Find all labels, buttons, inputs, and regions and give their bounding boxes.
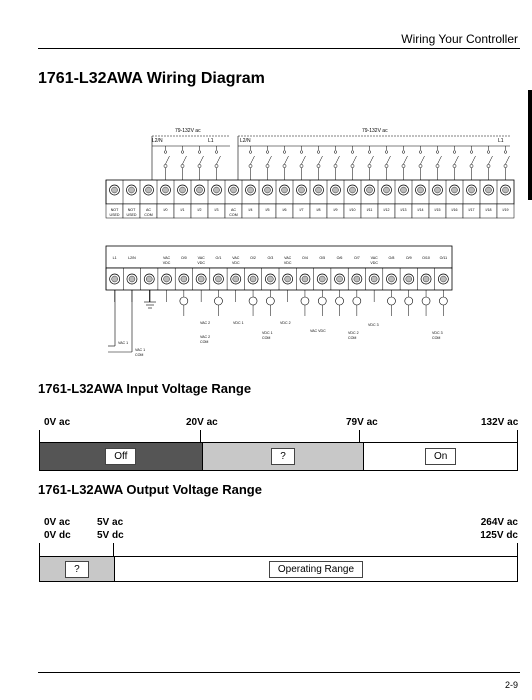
input-terminal-label: AC [231,208,236,212]
output-supply-label: VDC 3 [432,331,443,335]
output-range-segment-label: Operating Range [269,561,363,578]
input-range-title: 1761-L32AWA Input Voltage Range [38,381,252,396]
output-terminal-label: VDC [370,261,378,265]
input-terminal-label: I/0 [163,208,168,212]
output-supply-label: VDC 1 [262,331,273,335]
output-supply-label: VAC 1 [135,348,146,352]
input-terminal-label: I/12 [383,208,390,212]
output-left-label-dc: 0V dc [44,530,71,541]
input-terminal-label: I/13 [400,208,407,212]
output-terminal-label: VAC [162,256,171,260]
output-terminal-label: O/6 [336,256,343,260]
input-terminal-label: I/19 [502,208,509,212]
input-terminal-label: I/3 [214,208,219,212]
input-terminal-label: I/14 [417,208,424,212]
wiring-diagram [40,118,518,368]
input-terminal-label: I/5 [265,208,270,212]
input-terminal-label: NOT [110,208,119,212]
input-range-segment-label: On [425,448,456,465]
output-terminal-label: O/4 [302,256,308,260]
input-terminal-label: I/15 [434,208,441,212]
output-supply-label: VAC 2 [200,335,211,339]
output-load [301,297,309,305]
output-left-label-ac: 0V ac [44,517,71,528]
output-supply-label: COM [432,336,441,340]
output-terminal-label: VDC [197,261,205,265]
input-range-segment-2 [363,443,517,470]
input-terminal-label: I/6 [282,208,287,212]
output-supply-label: VAC 2 [200,321,211,325]
output-terminal-label: O/2 [250,256,256,260]
input-terminal-label: I/9 [333,208,338,212]
input-terminal-label: I/17 [468,208,475,212]
input-voltage-label-1: 79-132V ac [175,128,201,134]
input-terminal-label: COM [229,213,238,217]
input-terminal-label: USED [126,213,137,217]
input-terminal-label: I/7 [299,208,304,212]
output-right-label-ac: 264V ac [480,517,518,528]
output-terminal-label: VAC [284,256,292,260]
output-range-segment-1 [114,557,517,581]
output-supply-label: VAC VDC [310,329,326,333]
input-label-0v: 0V ac [44,417,71,428]
input-terminal-label: USED [109,213,120,217]
output-tick-0 [39,543,40,557]
output-terminal-label: O/1 [215,256,222,260]
output-load [422,297,430,305]
output-range-segment-0 [40,557,114,581]
output-mid-label-ac: 5V ac [97,517,124,528]
output-load [336,297,344,305]
input-terminal-label: I/11 [366,208,373,212]
input-top-l1-2: L1 [498,138,504,144]
output-terminal-label: VDC [162,261,171,265]
output-load [318,297,326,305]
output-terminal-label: VAC [232,256,240,260]
input-range-segment-label: Off [105,448,136,465]
output-supply-label: VDC 1 [233,321,244,325]
output-load [439,297,447,305]
input-terminal-label: I/2 [197,208,202,212]
input-range-segment-0 [40,443,202,470]
input-voltage-label-2: 79-132V ac [362,128,388,134]
input-terminal-label: I/4 [248,208,253,212]
page-number: 2-9 [504,680,518,690]
input-terminal-label: I/16 [451,208,458,212]
input-range-segment-1 [202,443,364,470]
input-label-132v: 132V ac [481,417,519,428]
output-label-strip [106,246,452,268]
output-terminal-label: O/10 [422,256,430,260]
output-terminal-label: O/8 [388,256,395,260]
output-terminal-label: VAC [370,256,378,260]
output-tick-2 [517,543,518,557]
output-load [214,297,222,305]
input-terminal-label: COM [144,213,153,217]
input-terminal-label: I/1 [180,208,185,212]
input-terminal-label: I/10 [349,208,356,212]
output-load [180,297,188,305]
output-load [249,297,257,305]
input-range-segment-label: ? [271,448,295,465]
input-top-l2n-2: L2/N [240,138,251,144]
output-load [405,297,413,305]
output-terminal-label: L1 [112,256,117,260]
output-range-title: 1761-L32AWA Output Voltage Range [38,482,262,497]
output-terminal-label: VAC [197,256,205,260]
output-supply-label: COM [200,340,209,344]
input-label-20v: 20V ac [186,417,218,428]
output-load [353,297,361,305]
input-terminal-label: AC [146,208,151,212]
output-terminal-label: O/9 [405,256,412,260]
running-header: Wiring Your Controller [401,32,518,46]
output-load [387,297,395,305]
output-terminal-label: O/0 [180,256,187,260]
output-supply-label: VDC 2 [280,321,291,325]
output-range-bar [39,556,518,582]
input-terminal-label: NOT [127,208,136,212]
output-range-segment-label: ? [65,561,89,578]
output-supply-label: COM [262,336,271,340]
input-top-l1-1: L1 [208,138,214,144]
input-label-79v: 79V ac [346,417,378,428]
output-supply-label: COM [135,353,144,357]
header-rule [38,48,520,49]
side-tab-marker [528,90,532,200]
output-terminal-label: O/5 [319,256,326,260]
output-supply-label: COM [348,336,357,340]
output-terminal-label: O/7 [353,256,360,260]
output-supply-label: VDC 3 [368,323,379,327]
output-terminal-label: O/3 [267,256,274,260]
output-load [266,297,274,305]
input-top-l2n-1: L2/N [152,138,163,144]
output-supply-label: VAC 1 [118,341,129,345]
output-tick-1 [113,543,114,557]
output-terminal-label: VDC [283,261,292,265]
footer-rule [38,672,520,673]
wiring-diagram-title: 1761-L32AWA Wiring Diagram [38,70,265,87]
output-terminal-label: VDC [231,261,240,265]
input-range-bar [39,442,518,471]
input-terminal-label: I/18 [485,208,492,212]
input-terminal-label: I/8 [316,208,321,212]
output-right-label-dc: 125V dc [480,530,518,541]
output-mid-label-dc: 5V dc [97,530,124,541]
output-terminal-label: O/11 [439,256,448,260]
output-supply-label: VDC 2 [348,331,359,335]
output-terminal-label: L2/N [128,256,136,260]
